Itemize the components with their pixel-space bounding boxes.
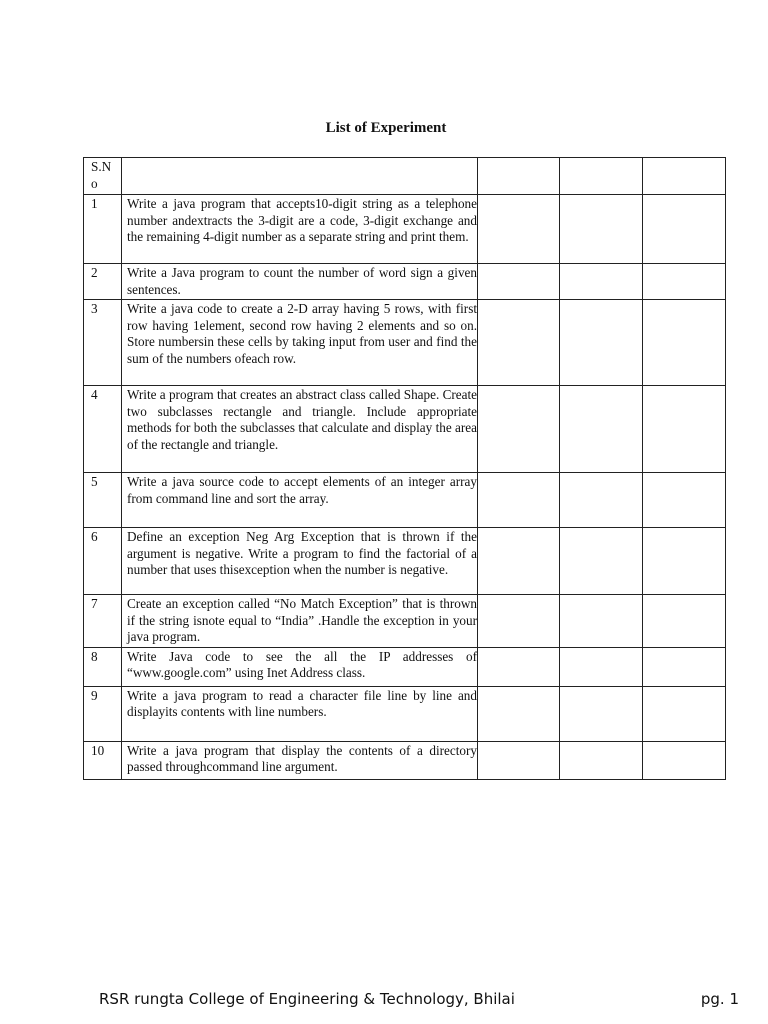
row-empty-cell <box>560 264 643 300</box>
row-sno-cell: 9 <box>84 686 122 741</box>
row-description-cell: Write a java code to create a 2-D array having 5 rows, with first row having 1element, second row having 2 elements and so on. Store numbersin these cells by taking input from user and find the sum of the numbers ofeach row. <box>122 300 478 386</box>
row-description-cell: Write a java program that display the contents of a directory passed throughcommand line argument. <box>122 741 478 779</box>
row-empty-cell <box>560 595 643 648</box>
table-row <box>84 595 726 648</box>
row-empty-cell <box>560 195 643 264</box>
experiment-table <box>83 157 726 780</box>
row-description-cell: Write Java code to see the all the IP addresses of “www.google.com” using Inet Address class. <box>122 647 478 686</box>
row-sno-cell: 3 <box>84 300 122 386</box>
row-description-cell: Write a java program to read a character file line by line and displayits contents with line numbers. <box>122 686 478 741</box>
row-sno-cell: 10 <box>84 741 122 779</box>
header-description-cell <box>122 158 478 195</box>
page-title: List of Experiment <box>325 120 447 136</box>
row-empty-cell <box>643 195 726 264</box>
row-empty-cell <box>560 686 643 741</box>
row-empty-cell <box>643 386 726 473</box>
table-row <box>84 647 726 686</box>
row-empty-cell <box>560 300 643 386</box>
table-row <box>84 300 726 386</box>
row-empty-cell <box>478 741 560 779</box>
footer-page-number: pg. 1 <box>700 990 739 1008</box>
table-header-row <box>84 158 726 195</box>
table-body <box>84 158 726 780</box>
row-sno-cell: 1 <box>84 195 122 264</box>
header-empty-cell <box>478 158 560 195</box>
row-empty-cell <box>643 473 726 528</box>
row-empty-cell <box>643 686 726 741</box>
row-empty-cell <box>478 647 560 686</box>
row-sno-cell: 2 <box>84 264 122 300</box>
table-row <box>84 528 726 595</box>
row-description-cell: Write a java source code to accept elements of an integer array from command line and sort the array. <box>122 473 478 528</box>
row-empty-cell <box>643 528 726 595</box>
table-row <box>84 195 726 264</box>
row-description-cell: Define an exception Neg Arg Exception that is thrown if the argument is negative. Write a program to find the factorial of a number that uses thisexception when the number is negative. <box>122 528 478 595</box>
row-empty-cell <box>560 741 643 779</box>
row-description-cell: Write a java program that accepts10-digit string as a telephone number andextracts the 3-digit are a code, 3-digit exchange and the remaining 4-digit number as a separate string and print them. <box>122 195 478 264</box>
row-empty-cell <box>478 595 560 648</box>
row-empty-cell <box>643 595 726 648</box>
row-empty-cell <box>478 386 560 473</box>
header-sno-cell: S.N o <box>84 158 122 195</box>
row-description-cell: Create an exception called “No Match Exception” that is thrown if the string isnote equal to “India” .Handle the exception in your java program. <box>122 595 478 648</box>
row-empty-cell <box>478 300 560 386</box>
row-sno-cell: 6 <box>84 528 122 595</box>
row-empty-cell <box>560 647 643 686</box>
row-empty-cell <box>643 264 726 300</box>
row-empty-cell <box>478 528 560 595</box>
table-row <box>84 686 726 741</box>
row-empty-cell <box>560 528 643 595</box>
row-empty-cell <box>478 195 560 264</box>
table-row <box>84 264 726 300</box>
row-sno-cell: 5 <box>84 473 122 528</box>
header-empty-cell <box>643 158 726 195</box>
row-sno-cell: 7 <box>84 595 122 648</box>
row-empty-cell <box>643 647 726 686</box>
row-empty-cell <box>478 686 560 741</box>
row-empty-cell <box>478 473 560 528</box>
row-empty-cell <box>560 386 643 473</box>
row-sno-cell: 8 <box>84 647 122 686</box>
header-empty-cell <box>560 158 643 195</box>
row-empty-cell <box>643 741 726 779</box>
table-row <box>84 473 726 528</box>
row-description-cell: Write a program that creates an abstract class called Shape. Create two subclasses rectangle and triangle. Include appropriate methods for both the subclasses that calculate and display the area of the rectangle and triangle. <box>122 386 478 473</box>
row-description-cell: Write a Java program to count the number of word sign a given sentences. <box>122 264 478 300</box>
table-row <box>84 741 726 779</box>
row-empty-cell <box>643 300 726 386</box>
row-sno-cell: 4 <box>84 386 122 473</box>
row-empty-cell <box>560 473 643 528</box>
row-empty-cell <box>478 264 560 300</box>
table-row <box>84 386 726 473</box>
footer-college-name: RSR rungta College of Engineering & Technology, Bhilai <box>99 990 515 1008</box>
